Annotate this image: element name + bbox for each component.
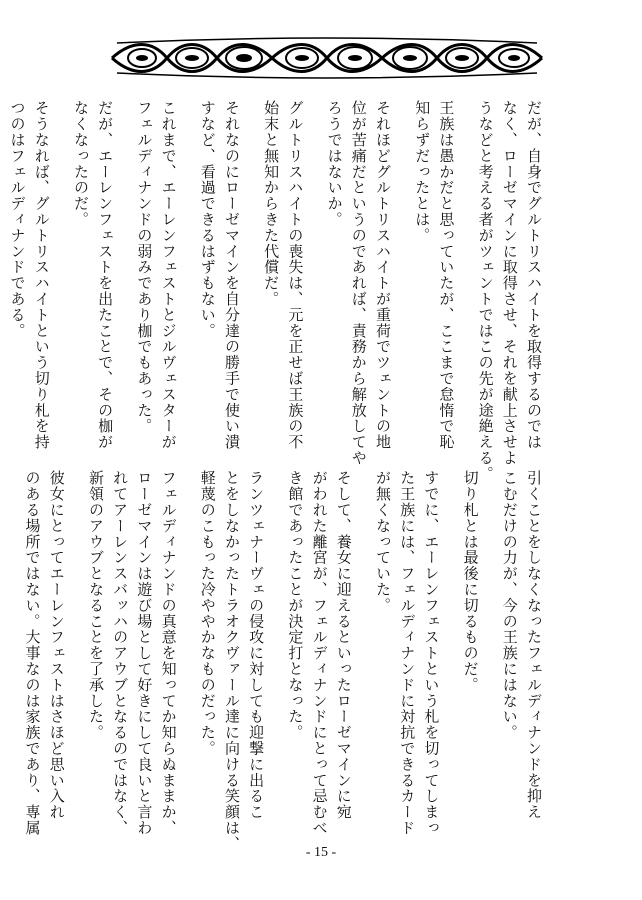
text-line: これまで、エーレンフェストとジルヴェスターが	[159, 100, 178, 450]
text-line: つのはフェルディナンドである。	[8, 100, 27, 339]
text-line: すなど、看過できるはずもない。	[198, 100, 217, 339]
text-line: フェルディナンドの真意を知ってか知らぬままか、	[159, 470, 178, 836]
decorative-ornament-border	[112, 38, 542, 78]
text-line: 位が苦痛だというのであれば、責務から解放してや	[349, 100, 368, 466]
text-line: れてアーレンスバッハのアウブとなるのではなく、	[111, 470, 130, 836]
text-line: 知らずだったとは。	[413, 100, 432, 244]
page-number: - 15 -	[305, 845, 337, 860]
text-line: 軽蔑のこもった冷ややかなものだった。	[198, 470, 217, 757]
upper-text-block	[8, 100, 546, 482]
text-line: とをしなかったトラオクヴァール達に向ける笑顔は、	[222, 470, 241, 852]
text-line: だが、エーレンフェストを出たことで、その枷が	[96, 100, 115, 450]
text-line: すでに、エーレンフェストという札を切ってしまっ	[422, 470, 441, 836]
text-line: フェルディナンドの弱みであり枷でもあった。	[135, 100, 154, 434]
text-line: ろうではないか。	[325, 100, 344, 228]
text-line: き館であったことが決定打となった。	[286, 470, 305, 741]
lower-text-block	[23, 470, 546, 852]
text-line: それなのにローゼマインを自分達の勝手で使い潰	[222, 100, 241, 450]
text-line: グルトリスハイトの喪失は、元を正せば王族の不	[286, 100, 305, 450]
text-line: うなどと考える者がツェントではこの先が途絶える。	[476, 100, 495, 482]
text-line: がわれた離宮が、フェルディナンドにとって忌むべ	[310, 470, 329, 836]
text-line: 王族は愚かだと思っていたが、ここまで怠惰で恥	[437, 100, 456, 450]
text-line: のある場所ではない。大事なのは家族であり、専属	[23, 470, 42, 836]
text-line: 彼女にとってエーレンフェストはさほど思い入れ	[47, 470, 66, 820]
text-line: た王族には、フェルディナンドに対抗できるカード	[398, 470, 417, 836]
text-line: ランツェナーヴェの侵攻に対しても迎撃に出るこ	[247, 470, 266, 820]
text-line: なくなったのだ。	[71, 100, 90, 228]
text-line: こむだけの力が、今の王族にはない。	[500, 470, 519, 741]
text-line: 切り札とは最後に切るものだ。	[461, 470, 480, 693]
text-line: ローゼマインは遊び場として好きにして良いと言わ	[135, 470, 154, 836]
text-line: だが、自身でグルトリスハイトを取得するのでは	[525, 100, 543, 450]
text-line: 引くことをしなくなったフェルディナンドを抑え	[525, 470, 543, 820]
text-line: 始末と無知からきた代償だ。	[262, 100, 281, 307]
text-line: 新領のアウブとなることを了承した。	[86, 470, 105, 741]
text-line: そうなれば、グルトリスハイトという切り札を持	[32, 100, 51, 450]
text-line: そして、養女に迎えるといったローゼマインに宛	[334, 470, 353, 820]
text-line: それほどグルトリスハイトが重荷でツェントの地	[373, 100, 392, 450]
text-line: なく、ローゼマインに取得させ、それを献上させよ	[500, 100, 519, 466]
text-line: が無くなっていた。	[373, 470, 392, 614]
